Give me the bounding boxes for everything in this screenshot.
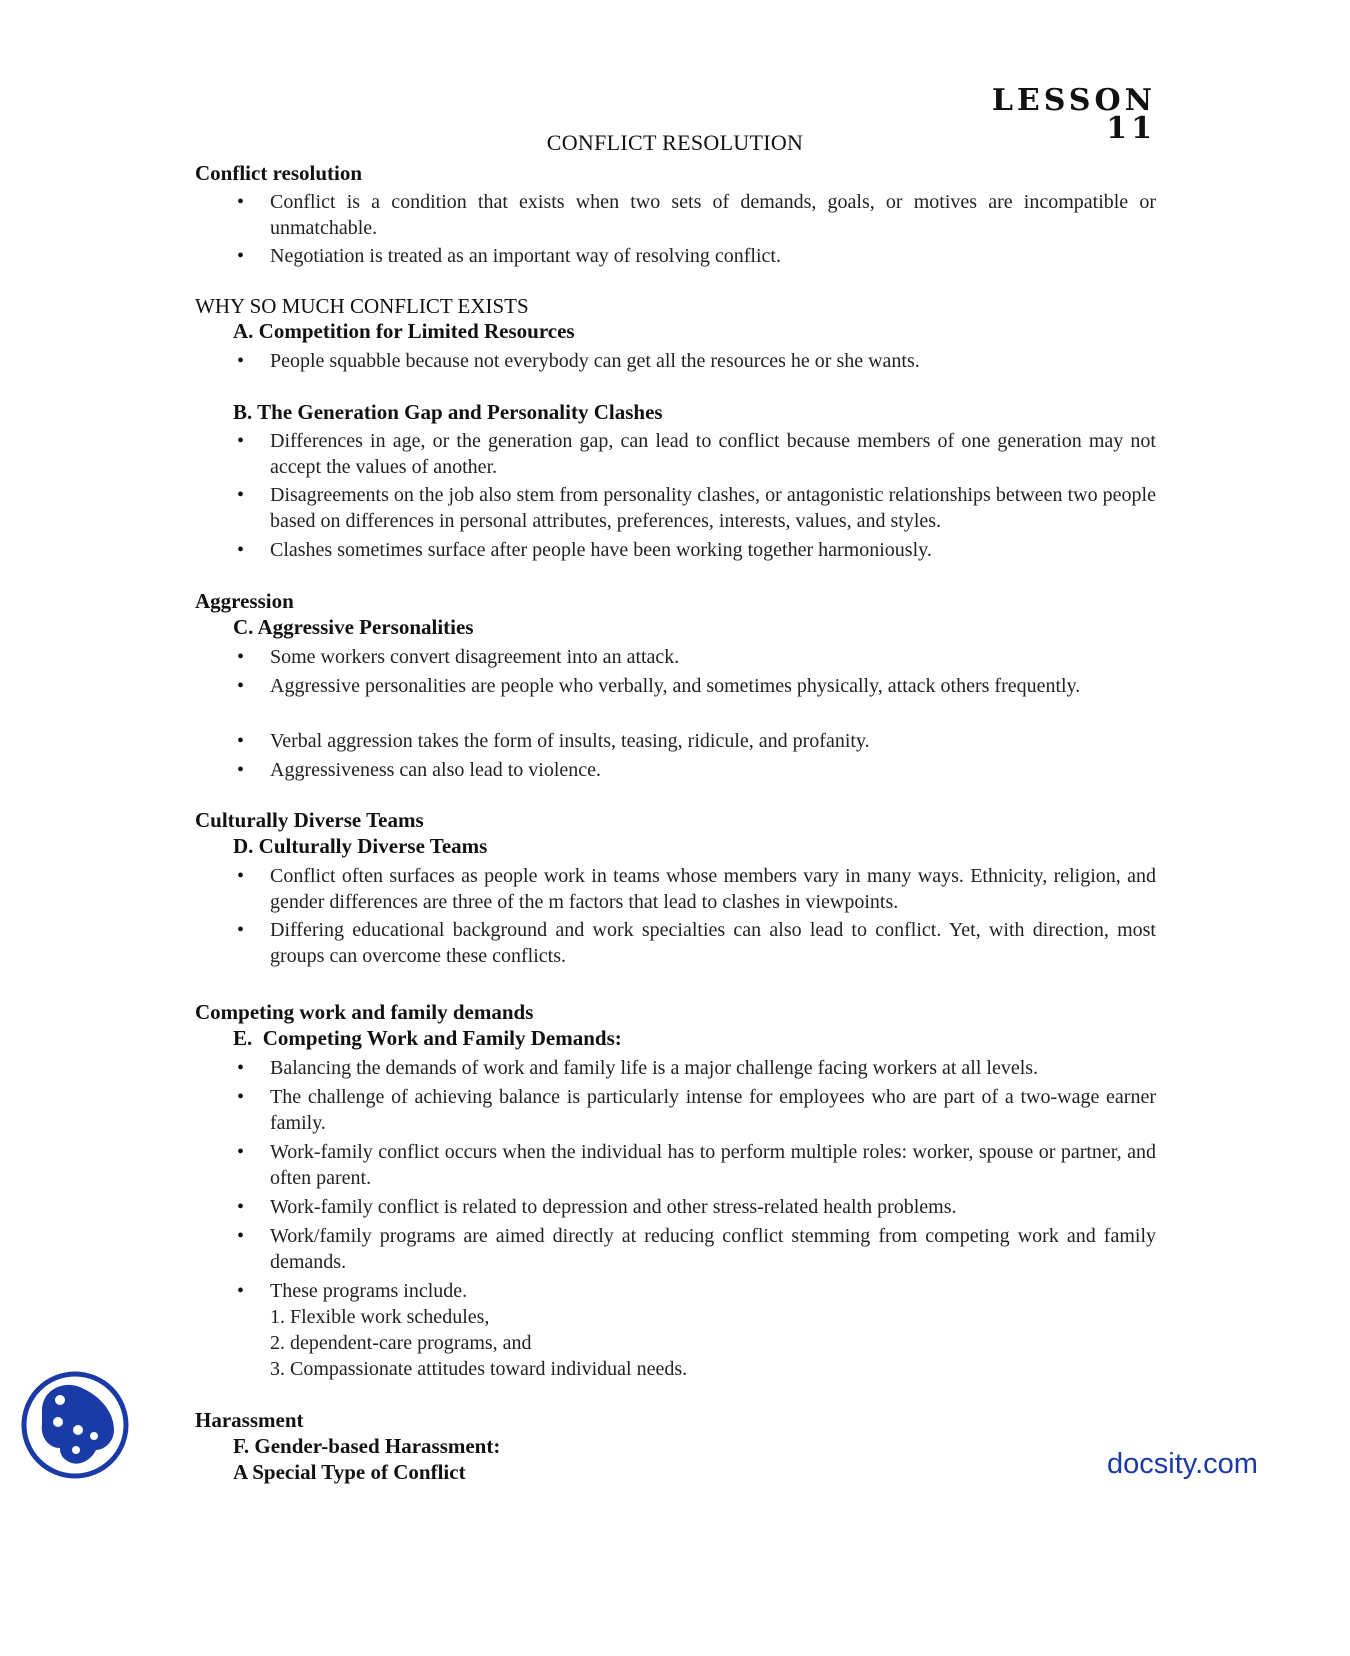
numbered-item: 2. dependent-care programs, and <box>270 1332 532 1354</box>
bullet-item: • Conflict often surfaces as people work in teams whose members vary in many ways. Ethnicity, religion, and gender differences are three of the m factors that lead to clashes in viewpoints. <box>270 863 1156 915</box>
bullet-item: • The challenge of achieving balance is particularly intense for employees who are part of a two-wage earner family. <box>270 1084 1156 1136</box>
bullet-item: • Work-family conflict is related to depression and other stress-related health problems. <box>270 1194 1156 1220</box>
bullet-item: • Disagreements on the job also stem from personality clashes, or antagonistic relationships between two people based on differences in personal attributes, preferences, interests, values, and styles. <box>270 482 1156 534</box>
bullet-item: • People squabble because not everybody can get all the resources he or she wants. <box>270 348 1156 374</box>
docsity-watermark-link[interactable]: docsity.com <box>1107 1448 1258 1480</box>
subheading-generation-gap: B. The Generation Gap and Personality Clashes <box>233 400 663 424</box>
numbered-item: 1. Flexible work schedules, <box>270 1306 490 1328</box>
section-heading-harassment: Harassment <box>195 1408 304 1432</box>
numbered-item: 3. Compassionate attitudes toward individual needs. <box>270 1358 688 1380</box>
section-heading-aggression: Aggression <box>195 589 294 613</box>
bullet-item: • Work/family programs are aimed directly at reducing conflict stemming from competing work and family demands. <box>270 1223 1156 1275</box>
bullet-item: • Differing educational background and work specialties can also lead to conflict. Yet, with direction, most groups can overcome these conflicts. <box>270 917 1156 969</box>
subheading-gender-harassment: F. Gender-based Harassment: <box>233 1434 501 1458</box>
section-heading-culturally-diverse: Culturally Diverse Teams <box>195 808 424 832</box>
bullet-item: • Clashes sometimes surface after people have been working together harmoniously. <box>270 537 1156 563</box>
page-title: CONFLICT RESOLUTION <box>546 130 804 155</box>
subheading-culturally-diverse: D. Culturally Diverse Teams <box>233 834 488 858</box>
bullet-item: • Verbal aggression takes the form of insults, teasing, ridicule, and profanity. <box>270 728 1156 754</box>
docsity-logo-icon[interactable] <box>20 1370 130 1480</box>
section-heading-conflict-resolution: Conflict resolution <box>195 161 363 185</box>
lesson-number: LESSON 11 <box>991 83 1156 146</box>
bullet-item: • Differences in age, or the generation gap, can lead to conflict because members of one generation may not accept the values of another. <box>270 428 1156 480</box>
subheading-competition: A. Competition for Limited Resources <box>233 319 575 343</box>
bullet-item: • Aggressive personalities are people who verbally, and sometimes physically, attack others frequently. <box>270 673 1156 699</box>
subheading-aggressive-personalities: C. Aggressive Personalities <box>233 615 474 639</box>
bullet-item: • Aggressiveness can also lead to violence. <box>270 757 1156 783</box>
bullet-item: • Balancing the demands of work and family life is a major challenge facing workers at all levels. <box>270 1055 1156 1081</box>
subheading-special-conflict: A Special Type of Conflict <box>233 1460 466 1484</box>
bullet-item: • Negotiation is treated as an important way of resolving conflict. <box>270 243 1156 269</box>
bullet-item: • These programs include. <box>270 1278 1156 1304</box>
bullet-item: • Conflict is a condition that exists when two sets of demands, goals, or motives are incompatible or unmatchable. <box>270 189 1156 241</box>
section-heading-work-family: Competing work and family demands <box>195 1000 534 1024</box>
subheading-work-family: E. Competing Work and Family Demands: <box>233 1026 622 1050</box>
bullet-item: • Work-family conflict occurs when the individual has to perform multiple roles: worker, spouse or partner, and often parent. <box>270 1139 1156 1191</box>
bullet-item: • Some workers convert disagreement into an attack. <box>270 644 1156 670</box>
section-heading-why-conflict: WHY SO MUCH CONFLICT EXISTS <box>195 294 529 318</box>
